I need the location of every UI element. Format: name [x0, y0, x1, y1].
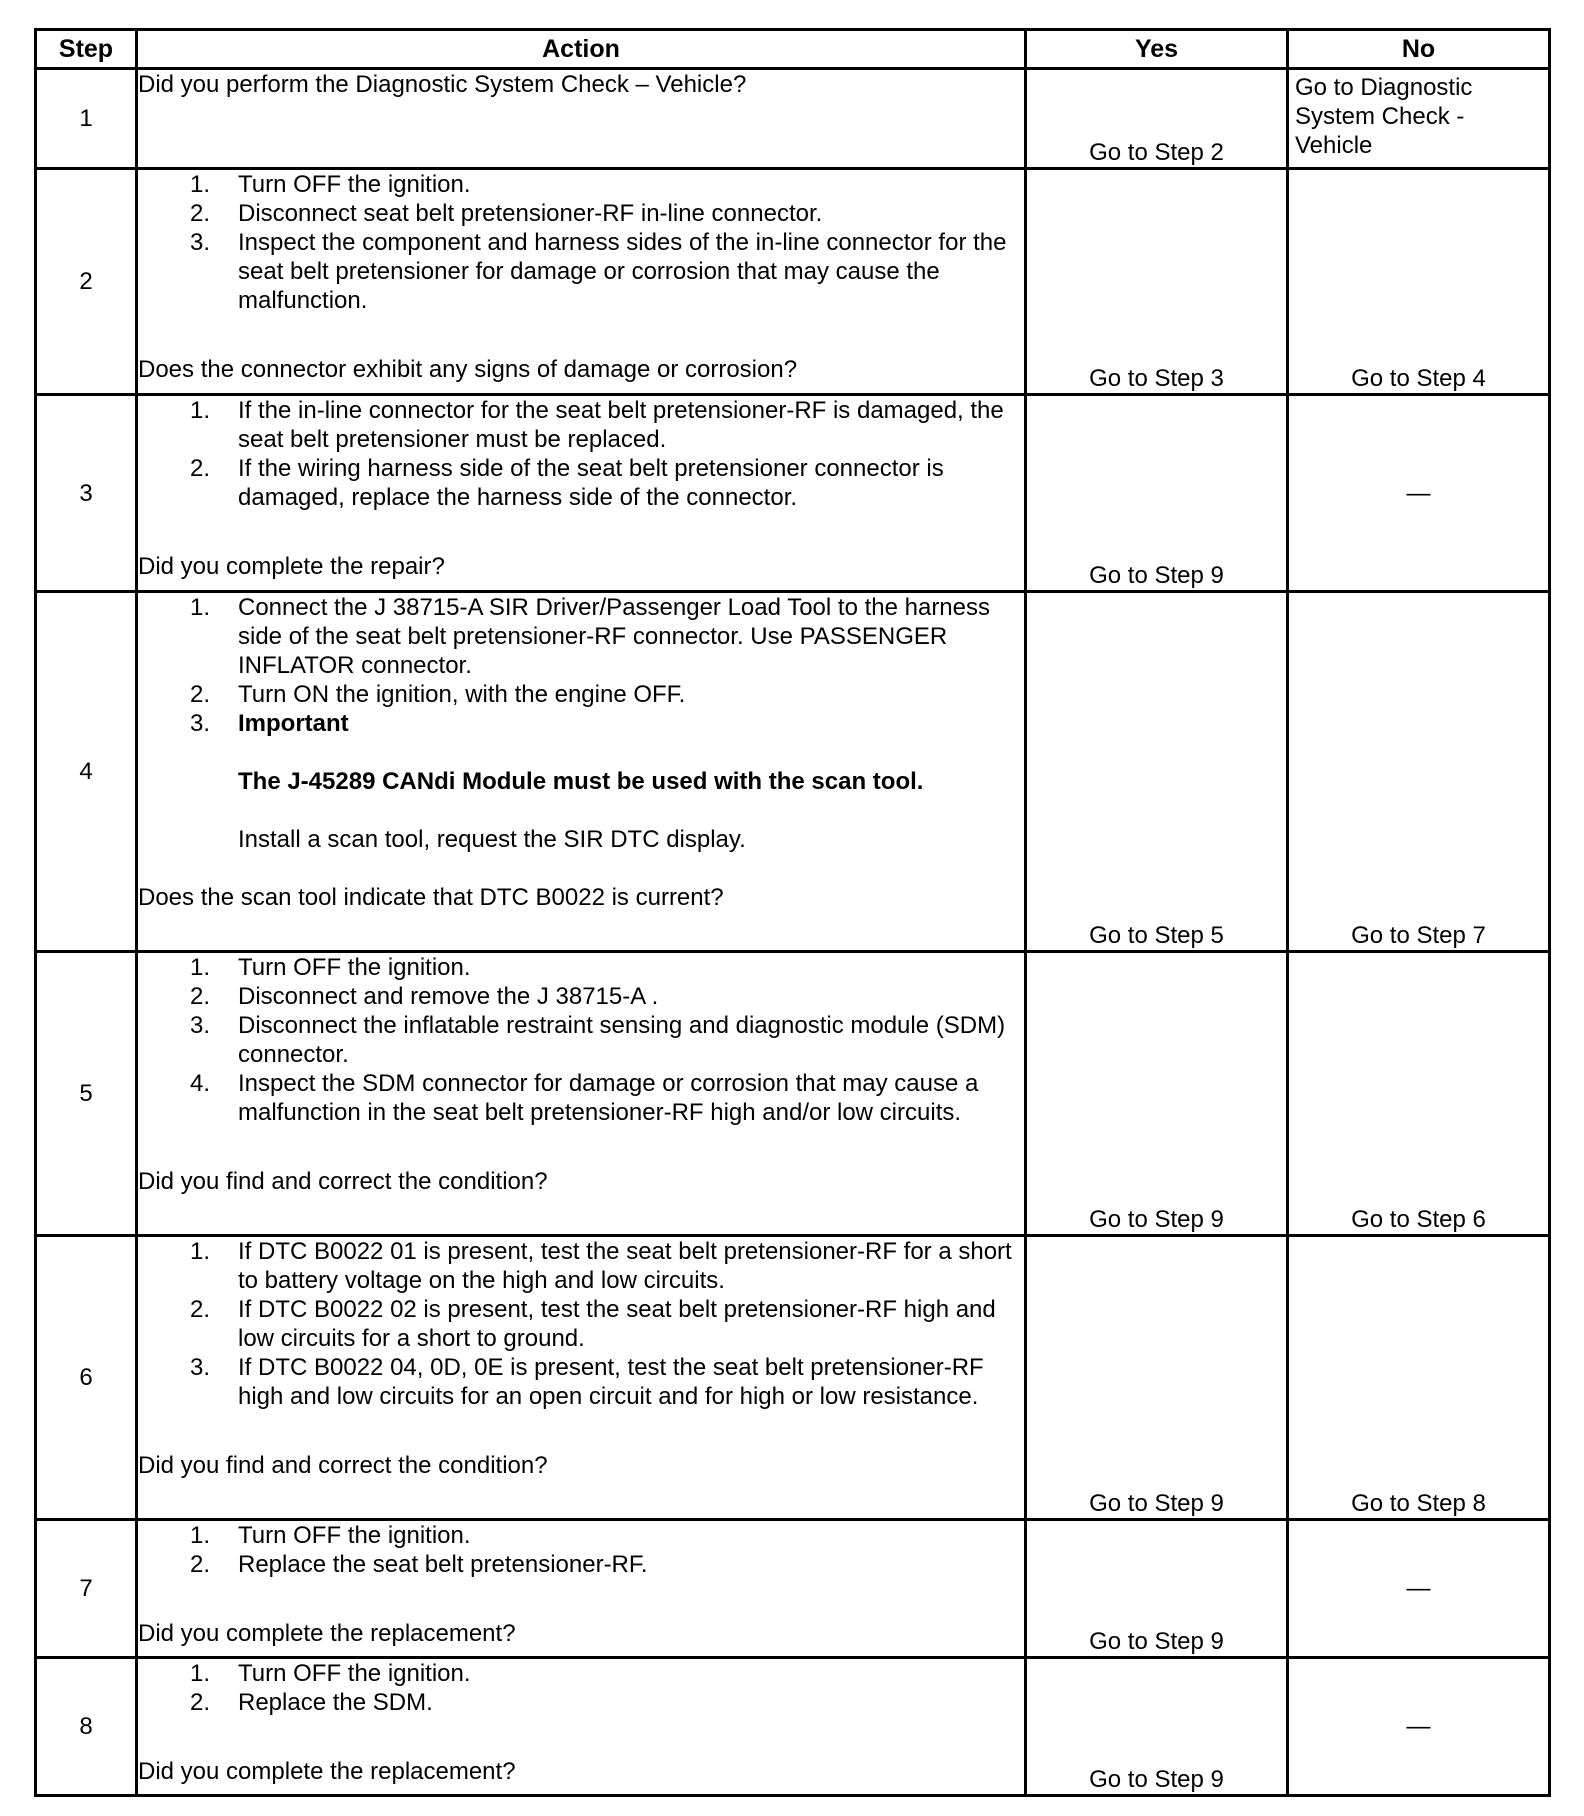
step-number: 5 — [36, 952, 137, 1236]
list-item: 1. Turn OFF the ignition. — [189, 954, 471, 981]
header-action: Action — [137, 30, 1026, 69]
no-cell: Go to Step 6 — [1288, 952, 1550, 1236]
step-number: 2 — [36, 169, 137, 395]
list-item: 4. Inspect the SDM connector for damage or corrosion that may cause a malfunction in the seat belt pretensioner-RF high and/or low circuits. — [189, 1070, 979, 1126]
action-question: Did you complete the replacement? — [138, 1758, 516, 1785]
action-question: Did you find and correct the condition? — [138, 1168, 548, 1195]
instruction-text: Install a scan tool, request the SIR DTC display. — [238, 826, 746, 853]
action-list — [138, 396, 1024, 512]
header-step: Step — [36, 30, 137, 69]
action-list — [138, 1521, 1024, 1579]
no-cell: Go to Step 8 — [1288, 1236, 1550, 1520]
step-number: 8 — [36, 1658, 137, 1796]
action-question: Did you find and correct the condition? — [138, 1452, 548, 1479]
yes-cell: Go to Step 3 — [1026, 169, 1288, 395]
important-label: Important — [238, 710, 349, 737]
yes-cell: Go to Step 2 — [1026, 69, 1288, 169]
action-question: Does the scan tool indicate that DTC B0022 is current? — [138, 884, 724, 911]
no-cell: — — [1288, 1658, 1550, 1796]
list-item: 3. If DTC B0022 04, 0D, 0E is present, test the seat belt pretensioner-RF high and low circuits for an open circuit and for high or low resistance. — [189, 1354, 984, 1410]
yes-cell: Go to Step 5 — [1026, 592, 1288, 952]
table-row — [36, 592, 1550, 952]
header-row — [36, 30, 1550, 69]
list-item: 1. Connect the J 38715-A SIR Driver/Passenger Load Tool to the harness side of the seat belt pretensioner-RF connector. Use PASSENGER INFLATOR connector. — [189, 594, 991, 679]
yes-cell: Go to Step 9 — [1026, 1520, 1288, 1658]
list-item: 2. Replace the SDM. — [189, 1689, 433, 1716]
list-item: 2. Turn ON the ignition, with the engine OFF. — [189, 681, 686, 708]
action-cell — [137, 952, 1026, 1236]
header-no: No — [1288, 30, 1550, 69]
yes-cell: Go to Step 9 — [1026, 1236, 1288, 1520]
yes-cell: Go to Step 9 — [1026, 1658, 1288, 1796]
action-cell — [137, 1658, 1026, 1796]
action-list — [138, 1659, 1024, 1717]
header-yes: Yes — [1026, 30, 1288, 69]
list-item: 2. Disconnect and remove the J 38715-A . — [189, 983, 659, 1010]
step-number: 1 — [36, 69, 137, 169]
list-item: 2. Disconnect seat belt pretensioner-RF in-line connector. — [189, 200, 823, 227]
no-cell: Go to Step 7 — [1288, 592, 1550, 952]
table-row — [36, 1520, 1550, 1658]
action-list — [138, 1237, 1024, 1411]
list-item: 3. Disconnect the inflatable restraint sensing and diagnostic module (SDM) connector. — [189, 1012, 1006, 1068]
no-cell: — — [1288, 1520, 1550, 1658]
important-note: The J-45289 CANdi Module must be used with the scan tool. — [238, 768, 924, 795]
action-question: Does the connector exhibit any signs of damage or corrosion? — [138, 356, 798, 383]
action-question: Did you complete the repair? — [138, 553, 445, 580]
step-number: 4 — [36, 592, 137, 952]
yes-cell: Go to Step 9 — [1026, 395, 1288, 592]
list-item: 2. If DTC B0022 02 is present, test the seat belt pretensioner-RF high and low circuits for a short to ground. — [189, 1296, 996, 1352]
table-row — [36, 952, 1550, 1236]
no-cell: — — [1288, 395, 1550, 592]
step-number: 7 — [36, 1520, 137, 1658]
yes-cell: Go to Step 9 — [1026, 952, 1288, 1236]
action-cell — [137, 1520, 1026, 1658]
action-cell — [137, 69, 1026, 169]
table-row — [36, 69, 1550, 169]
no-cell: Go to Diagnostic System Check - Vehicle — [1288, 69, 1550, 169]
diagnostic-table — [34, 28, 1551, 1797]
action-list — [138, 953, 1024, 1127]
action-question: Did you complete the replacement? — [138, 1620, 516, 1647]
action-question: Did you perform the Diagnostic System Check – Vehicle? — [138, 71, 747, 98]
action-cell — [137, 395, 1026, 592]
list-item: 1. If the in-line connector for the seat belt pretensioner-RF is damaged, the seat belt pretensioner must be replaced. — [189, 397, 1004, 453]
list-item: 3. Important — [138, 709, 1024, 738]
step-number: 3 — [36, 395, 137, 592]
table-row — [36, 395, 1550, 592]
list-item: 1. If DTC B0022 01 is present, test the seat belt pretensioner-RF for a short to battery voltage on the high and low circuits. — [189, 1238, 1012, 1294]
action-list — [138, 170, 1024, 315]
table-row — [36, 1236, 1550, 1520]
list-item: 1. Turn OFF the ignition. — [189, 171, 471, 198]
step-number: 6 — [36, 1236, 137, 1520]
list-item: 1. Turn OFF the ignition. — [189, 1660, 471, 1687]
action-cell — [137, 1236, 1026, 1520]
action-list — [138, 593, 1024, 738]
action-cell — [137, 169, 1026, 395]
list-item: 3. Inspect the component and harness sides of the in-line connector for the seat belt pretensioner for damage or corrosion that may cause the malfunction. — [189, 229, 1007, 314]
table-row — [36, 169, 1550, 395]
action-cell — [137, 592, 1026, 952]
list-item: 2. Replace the seat belt pretensioner-RF. — [189, 1551, 648, 1578]
no-cell: Go to Step 4 — [1288, 169, 1550, 395]
list-item: 2. If the wiring harness side of the seat belt pretensioner connector is damaged, replace the harness side of the connector. — [189, 455, 944, 511]
list-item: 1. Turn OFF the ignition. — [189, 1522, 471, 1549]
table-row — [36, 1658, 1550, 1796]
